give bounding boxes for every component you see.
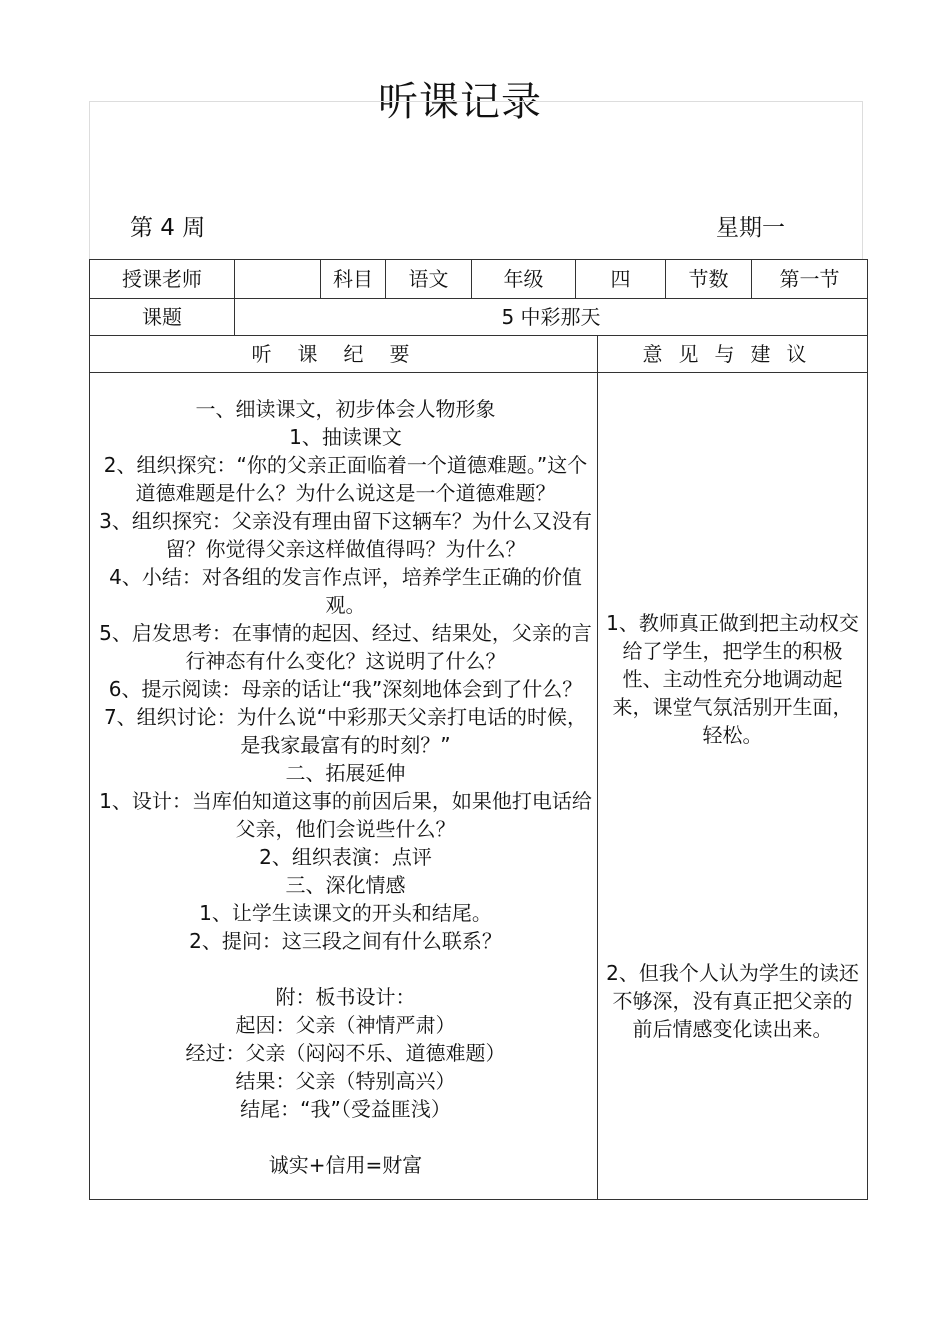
subject-label: 科目 [321,260,386,299]
teacher-value [235,260,321,299]
opinions-cell [598,373,868,1200]
notes-line: 三、深化情感 [285,873,406,898]
notes-line: 6、提示阅读：母亲的话让“我”深刻地体会到了什么？ [108,677,583,702]
notes-line: 附：板书设计： [275,985,416,1009]
notes-line: 二、拓展延伸 [285,761,406,786]
notes-line: 7、组织讨论：为什么说“中彩那天父亲打电话的时候，是我家最富有的时刻？” [103,705,588,758]
notes-line: 结果：父亲（特别高兴） [235,1069,456,1093]
notes-header: 听课纪要 [90,336,598,373]
notes-line: 3、组织探究：父亲没有理由留下这辆车？为什么又没有留？你觉得父亲这样做值得吗？为什么？ [99,509,592,562]
notes-spacer [98,955,593,983]
notes-line: 一、细读课文，初步体会人物形象 [195,397,496,422]
notes-spacer [98,1123,593,1151]
topic-row [90,299,868,336]
grade-value: 四 [576,260,666,299]
notes-line: 经过：父亲（闷闷不乐、道德难题） [185,1041,506,1065]
weekday-label: 星期一 [716,215,785,241]
notes-line: 起因：父亲（神情严肃） [235,1013,456,1037]
notes-line: 2、组织探究：“你的父亲正面临着一个道德难题。”这个道德难题是什么？为什么说这是一个道德难题？ [103,453,588,506]
opinion-item: 1、教师真正做到把主动权交给了学生，把学生的积极性、主动性充分地调动起来，课堂气氛活别开生面，轻松。 [606,611,859,747]
notes-line: 诚实+信用=财富 [268,1152,423,1177]
week-label: 第 4 周 [130,215,206,241]
period-label: 节数 [666,260,752,299]
notes-cell [90,373,598,1200]
topic-label: 课题 [90,299,235,336]
opinions-header: 意见与建议 [598,336,868,373]
notes-line: 1、设计：当库伯知道这事的前因后果，如果他打电话给父亲，他们会说些什么？ [99,789,592,842]
notes-line: 4、小结：对各组的发言作点评，培养学生正确的价值观。 [109,565,582,618]
notes-line: 5、启发思考：在事情的起因、经过、结果处，父亲的言行神态有什么变化？这说明了什么？ [99,621,592,674]
notes-line: 1、让学生读课文的开头和结尾。 [199,901,492,926]
grade-label: 年级 [472,260,576,299]
info-row [90,260,868,299]
teacher-label: 授课老师 [90,260,235,299]
record-table [89,259,868,1200]
notes-line: 2、提问：这三段之间有什么联系？ [189,929,502,954]
notes-line: 1、抽读课文 [289,425,402,450]
topic-value: 5 中彩那天 [235,299,868,336]
subject-value: 语文 [386,260,472,299]
period-value: 第一节 [752,260,868,299]
notes-line: 结尾：“我”（受益匪浅） [240,1097,451,1121]
notes-line: 2、组织表演：点评 [259,845,432,870]
opinion-item: 2、但我个人认为学生的读还不够深，没有真正把父亲的前后情感变化读出来。 [606,961,859,1041]
page-title: 听课记录 [378,79,542,125]
body-row [90,373,868,1200]
section-header-row [90,336,868,373]
